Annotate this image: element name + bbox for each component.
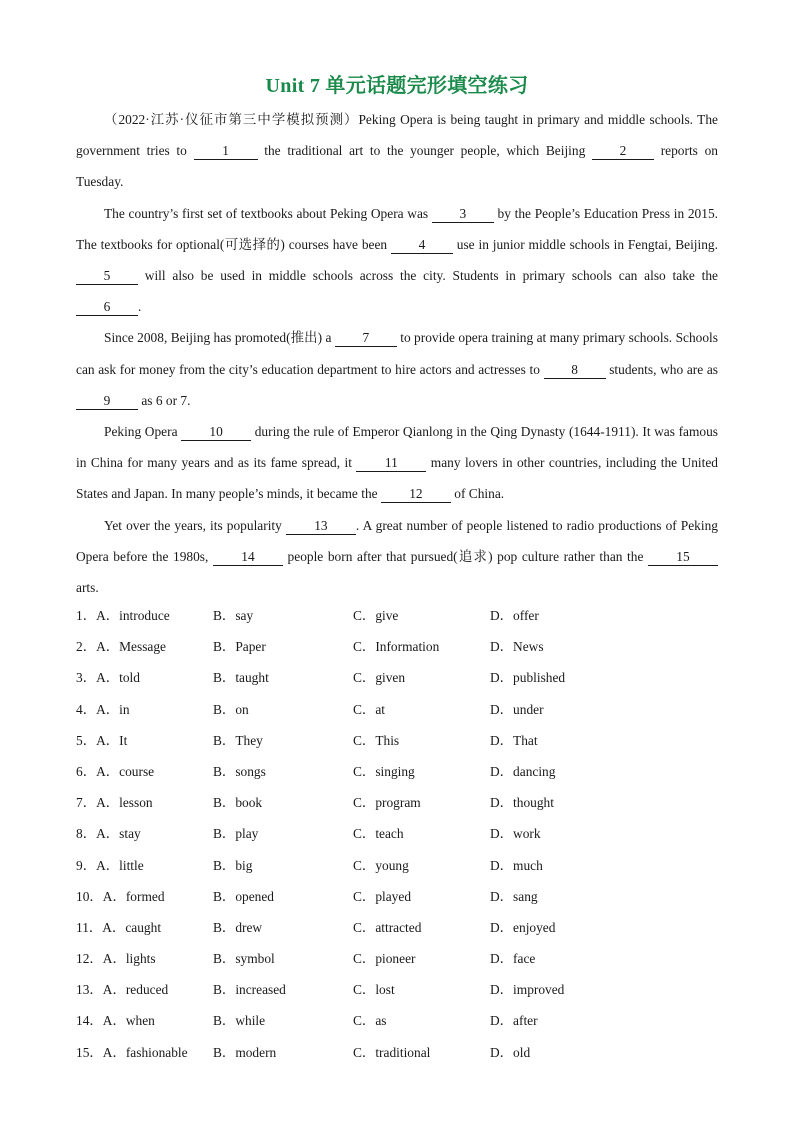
option-b: B．They [213,732,263,748]
option-a: 13．A．reduced [76,982,169,998]
passage-text: . A great number of people listened to radio productions of Peking Opera before the 1980s, [76,517,718,564]
question-row [76,912,718,943]
option-a: 6．A．course [76,763,155,779]
option-c: C．attracted [353,919,422,935]
question-row [76,787,718,818]
passage-text: many lovers in other countries, including the United States and Japan. In many people’s minds, it became the [76,455,718,502]
blank-11: 11 [356,454,426,472]
question-row [76,600,718,631]
paragraph-5 [76,510,718,604]
paragraph-2 [76,198,718,323]
question-row [76,1037,718,1068]
option-c: C．singing [353,763,415,779]
option-a: 10．A．formed [76,888,165,904]
passage-text: . [138,299,142,315]
answer-options [76,600,718,1068]
option-a: 5．A．It [76,732,128,748]
option-b: B．taught [213,670,269,686]
blank-7: 7 [335,329,397,347]
question-row [76,631,718,662]
question-row [76,943,718,974]
blank-14: 14 [213,548,283,566]
option-a: 9．A．little [76,857,144,873]
paragraph-1 [76,104,718,198]
option-d: D．improved [490,982,565,998]
option-c: C．This [353,732,400,748]
passage-text: reports on Tuesday. [76,143,718,190]
option-c: C．young [353,857,409,873]
blank-2: 2 [592,142,654,160]
option-d: D．old [490,1044,531,1060]
option-d: D．face [490,951,536,967]
option-a: 3．A．told [76,670,140,686]
option-a: 1．A．introduce [76,608,170,623]
option-a: 11．A．caught [76,919,162,935]
blank-10: 10 [181,423,251,441]
blank-9: 9 [76,392,138,410]
question-row [76,756,718,787]
passage-text: people born after that pursued(追求) pop culture rather than the [282,548,648,564]
option-c: C．traditional [353,1044,431,1060]
passage-text: students, who are as [605,361,718,377]
option-d: D．published [490,670,566,686]
option-c: C．played [353,888,412,904]
passage-text: during the rule of Emperor Qianlong in the Qing Dynasty (1644-1911). It was famous in China for many years and as its fame spread, it [76,424,718,471]
option-d: D．thought [490,795,554,811]
option-d: D．offer [490,608,539,623]
blank-4: 4 [391,236,453,254]
blank-5: 5 [76,267,138,285]
option-b: B．while [213,1013,266,1029]
passage-text: arts. [76,580,99,596]
blank-1: 1 [194,142,258,160]
blank-15: 15 [648,548,718,566]
passage-text: will also be used in middle schools across the city. Students in primary schools can also take the [138,268,718,284]
passage-text: of China. [450,486,505,502]
page-title: Unit 7 单元话题完形填空练习 [265,75,529,97]
option-c: C．at [353,701,385,717]
option-d: D．after [490,1013,538,1029]
passage-text: use in junior middle schools in Fengtai, Beijing. [452,236,718,252]
option-c: C．teach [353,826,404,842]
question-row [76,662,718,693]
blank-3: 3 [432,205,494,223]
blank-13: 13 [286,517,356,535]
option-b: B．on [213,701,249,717]
option-b: B．say [213,608,254,623]
question-row [76,725,718,756]
question-row [76,974,718,1005]
option-b: B．opened [213,888,274,904]
option-c: C．pioneer [353,951,416,967]
passage-text: the traditional art to the younger people, which Beijing [257,143,592,159]
option-b: B．increased [213,982,286,998]
option-b: B．play [213,826,259,842]
cloze-passage [76,104,718,603]
option-d: D．That [490,732,538,748]
option-a: 7．A．lesson [76,795,153,811]
passage-text: The country’s first set of textbooks about Peking Opera was [104,205,432,221]
passage-text: （2022·江苏·仪征市第三中学模拟预测）Peking Opera is being taught in primary and middle schools. The government tries to [76,112,718,159]
option-c: C．given [353,670,406,686]
option-b: B．Paper [213,639,266,655]
option-d: D．News [490,639,544,655]
option-b: B．songs [213,763,266,779]
option-b: B．modern [213,1044,277,1060]
passage-text: Yet over the years, its popularity [104,517,286,533]
passage-text: as 6 or 7. [138,392,191,408]
option-d: D．dancing [490,763,556,779]
option-c: C．lost [353,982,395,998]
question-row [76,1005,718,1036]
blank-12: 12 [381,485,451,503]
question-row [76,694,718,725]
passage-text: Peking Opera [104,424,182,440]
option-c: C．as [353,1013,387,1029]
option-d: D．under [490,701,544,717]
paragraph-3 [76,322,718,416]
option-c: C．Information [353,639,440,655]
option-d: D．enjoyed [490,919,556,935]
option-b: B．symbol [213,951,275,967]
option-a: 15．A．fashionable [76,1044,188,1060]
option-c: C．give [353,608,399,623]
option-d: D．much [490,857,543,873]
option-a: 12．A．lights [76,951,156,967]
option-a: 14．A．when [76,1013,155,1029]
option-b: B．book [213,795,263,811]
option-a: 4．A．in [76,701,130,717]
paragraph-4 [76,416,718,510]
passage-text: to provide opera training at many primary schools. Schools can ask for money from the city’s education department to hire actors and actresses to [76,330,718,377]
option-c: C．program [353,795,421,811]
passage-text: Since 2008, Beijing has promoted(推出) a [104,330,335,346]
question-row [76,850,718,881]
blank-6: 6 [76,298,138,316]
option-d: D．work [490,826,541,842]
question-row [76,818,718,849]
passage-text: by the People’s Education Press in 2015. The textbooks for optional(可选择的) courses have been [76,205,718,252]
option-b: B．drew [213,919,263,935]
question-row [76,881,718,912]
option-b: B．big [213,857,253,873]
option-a: 2．A．Message [76,639,167,655]
option-a: 8．A．stay [76,826,141,842]
option-d: D．sang [490,888,538,904]
blank-8: 8 [544,361,606,379]
